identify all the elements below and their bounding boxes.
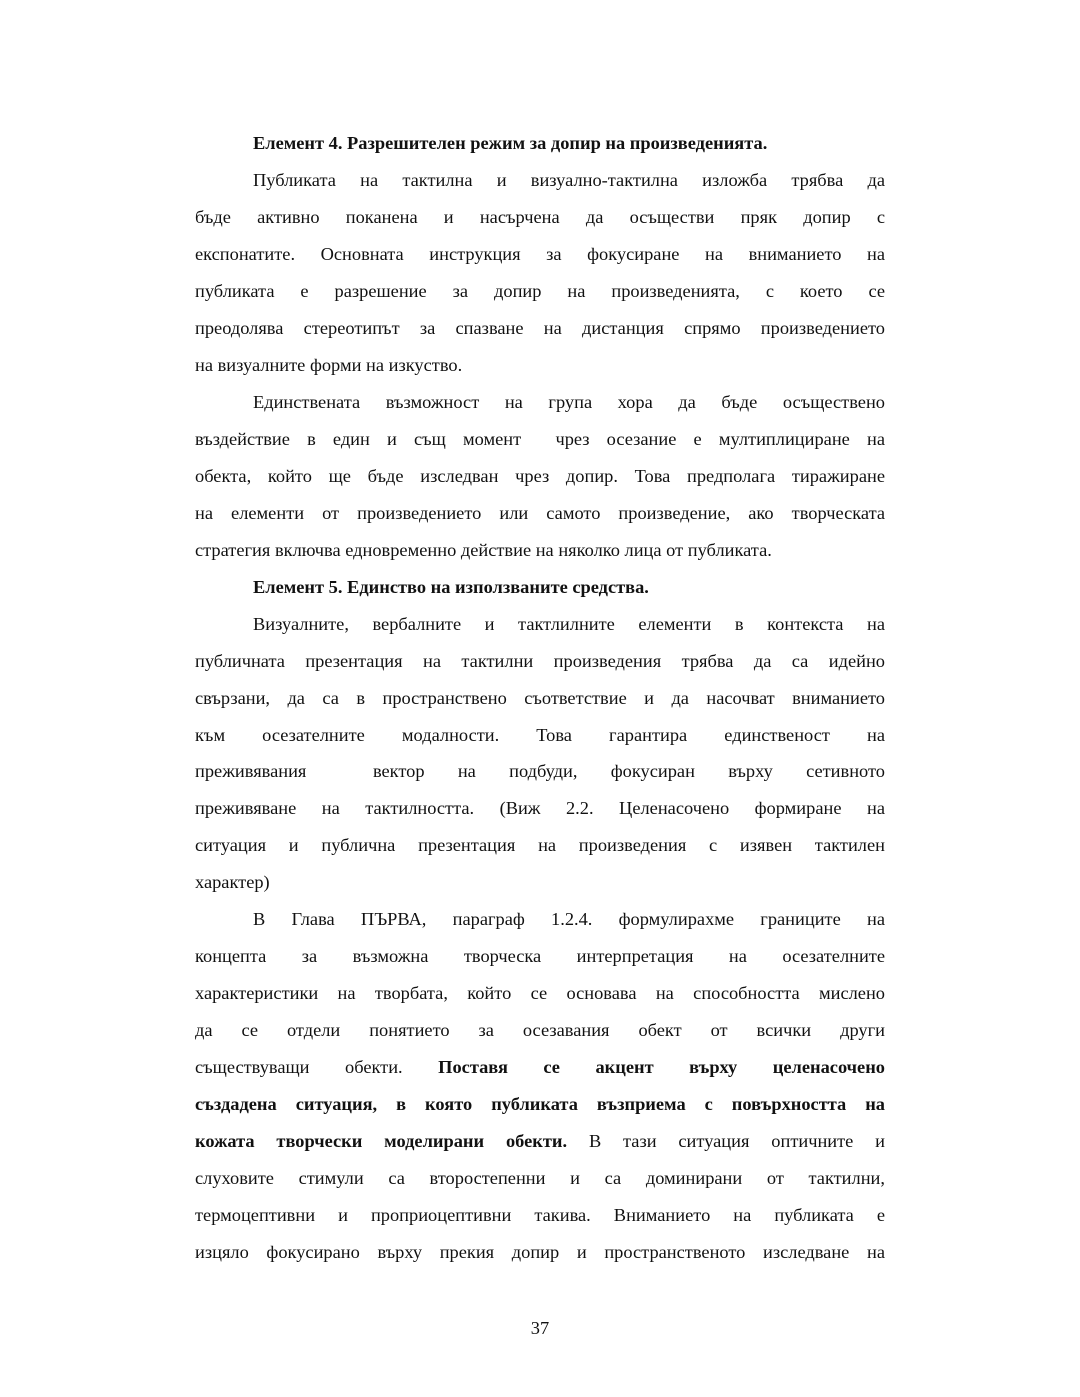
paragraph-touch-permission [195,162,885,384]
text-line: експонатите. Основната инструкция за фокусиране на вниманието на [195,243,885,264]
text-line: на елементи от произведението или самото произведение, ако творческата [195,502,885,523]
element-4-heading: Елемент 4. Разрешителен режим за допир на произведенията. [253,133,768,153]
text-line: Публиката на тактилна и визуално-тактилна изложба трябва да [253,169,885,190]
text-line: изцяло фокусирано върху прекия допир и пространственото изследване на [195,1242,885,1263]
text-line: въздействие в един и същ момент чрез осезание е мултиплициране на [195,428,885,449]
bold-text-run: кожата творчески моделирани обекти. [195,1131,568,1152]
text-line: обекта, който ще бъде изследван чрез допир. Това предполага тиражиране [195,465,885,486]
text-line: концепта за възможна творческа интерпретация на осезателните [195,946,885,967]
document-page [195,125,885,1271]
text-line: В Глава ПЪРВА, параграф 1.2.4. формулирахме границите на [253,909,885,930]
text-line [195,1123,885,1160]
text-line: публиката е разрешение за допир на произведенията, с което се [195,280,885,301]
text-line: към осезателните модалности. Това гарантира единственост на [195,724,885,745]
text-line: преодолява стереотипът за спазване на дистанция спрямо произведението [195,317,885,338]
paragraph-unity-of-means [195,606,885,902]
element-5-heading: Елемент 5. Единство на използваните средства. [253,576,649,597]
text-line: ситуация и публична презентация на произведения с изявен тактилен [195,835,885,856]
text-line: бъде активно поканена и насърчена да осъществи пряк допир с [195,206,885,227]
text-line: свързани, да са в пространствено съответствие и да насочват вниманието [195,687,885,708]
text-line: характер) [195,872,270,893]
text-line: преживяване на тактилността. (Виж 2.2. Целенасочено формиране на [195,798,885,819]
text-line: термоцептивни и проприоцептивни такива. Вниманието на публиката е [195,1205,885,1226]
text-line: публичната презентация на тактилни произведения трябва да са идейно [195,650,885,671]
bold-text-line: създадена ситуация, в която публиката възприема с повърхността на [195,1094,885,1115]
paragraph-multiplication [195,384,885,569]
page-number: 37 [530,1318,550,1338]
paragraph-chapter-one [195,901,885,1271]
bold-text-run: Поставя се акцент върху целенасочено [438,1057,885,1078]
text-line: на визуалните форми на изкуство. [195,354,463,375]
text-line: да се отдели понятието за осезавания обект от всички други [195,1020,885,1041]
text-line: характеристики на творбата, който се основава на способността мислено [195,983,885,1004]
text-line: Единствената възможност на група хора да бъде осъществено [253,391,885,412]
text-line: слуховите стимули са второстепенни и са доминирани от тактилни, [195,1168,885,1189]
text-line: Визуалните, вербалните и тактлилните елементи в контекста на [253,613,885,634]
text-run: В тази ситуация оптичните и [588,1131,885,1152]
text-line: стратегия включва едновременно действие на няколко лица от публиката. [195,539,772,560]
text-run: съществуващи обекти. [195,1057,403,1078]
text-line [195,1049,885,1086]
text-line: преживявания вектор на подбуди, фокусиран върху сетивното [195,761,885,782]
